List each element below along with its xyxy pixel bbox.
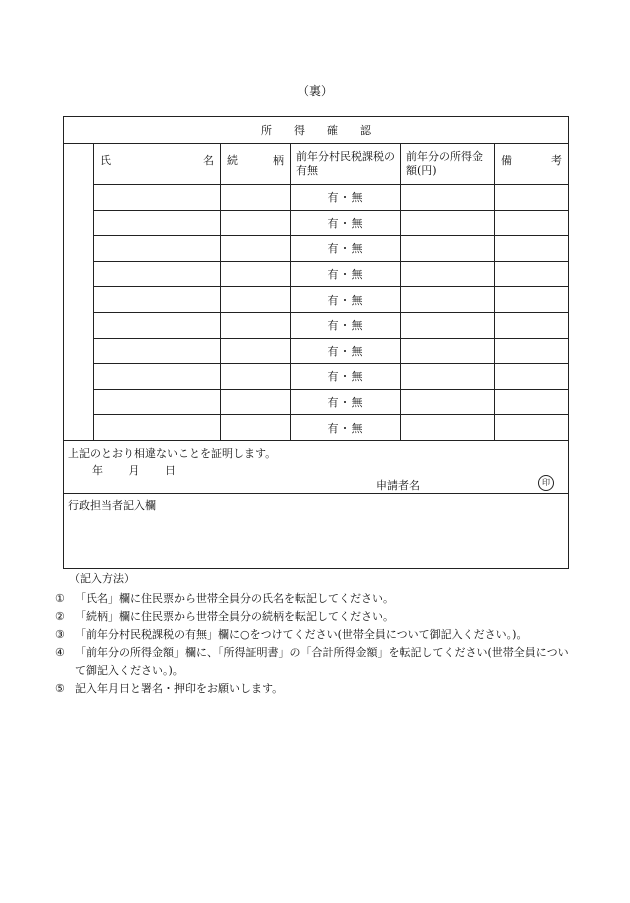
instruction-item: ② 「続柄」欄に住民票から世帯全員分の続柄を転記してください。 — [55, 610, 394, 623]
table-row — [64, 312, 569, 338]
table-row — [64, 261, 569, 287]
instruction-item: ③ 「前年分村民税課税の有無」欄に○をつけてください(世帯全員について御記入ください。)。 — [55, 628, 528, 641]
relation-cell[interactable] — [221, 338, 291, 364]
income-cell[interactable] — [401, 364, 495, 390]
income-cell[interactable] — [401, 210, 495, 236]
relation-cell[interactable] — [221, 210, 291, 236]
table-row — [64, 236, 569, 262]
name-cell[interactable] — [94, 364, 221, 390]
remarks-cell[interactable] — [495, 261, 569, 287]
remarks-cell[interactable] — [495, 389, 569, 415]
income-cell[interactable] — [401, 236, 495, 262]
relation-cell[interactable] — [221, 415, 291, 441]
header-tax: 前年分村民税課税の有無 — [291, 144, 401, 185]
header-row — [64, 144, 569, 185]
relation-cell[interactable] — [221, 287, 291, 313]
instruction-item: ④ 「前年分の所得金額」欄に、「所得証明書」の「合計所得金額」を転記してください(世帯全員について御記入ください。)。 — [55, 646, 569, 677]
tax-cell[interactable]: 有・無 — [291, 185, 401, 211]
name-cell[interactable] — [94, 415, 221, 441]
side-blank-column — [64, 144, 94, 441]
instruction-item: ① 「氏名」欄に住民票から世帯全員分の氏名を転記してください。 — [55, 592, 394, 605]
remarks-cell[interactable] — [495, 364, 569, 390]
relation-cell[interactable] — [221, 185, 291, 211]
instructions-heading: （記入方法） — [69, 572, 135, 585]
relation-cell[interactable] — [221, 312, 291, 338]
instruction-item: ⑤ 記入年月日と署名・押印をお願いします。 — [55, 682, 284, 695]
name-cell[interactable] — [94, 312, 221, 338]
remarks-cell[interactable] — [495, 210, 569, 236]
header-relation: 続 柄 — [221, 144, 291, 185]
remarks-cell[interactable] — [495, 312, 569, 338]
tax-cell[interactable]: 有・無 — [291, 287, 401, 313]
name-cell[interactable] — [94, 261, 221, 287]
remarks-cell[interactable] — [495, 287, 569, 313]
income-cell[interactable] — [401, 312, 495, 338]
tax-cell[interactable]: 有・無 — [291, 261, 401, 287]
tax-cell[interactable]: 有・無 — [291, 338, 401, 364]
table-row — [64, 210, 569, 236]
relation-cell[interactable] — [221, 364, 291, 390]
tax-cell[interactable]: 有・無 — [291, 415, 401, 441]
income-confirmation-table — [63, 116, 569, 569]
instructions — [55, 570, 573, 698]
admin-label: 行政担当者記入欄 — [68, 498, 156, 512]
name-cell[interactable] — [94, 287, 221, 313]
income-cell[interactable] — [401, 185, 495, 211]
relation-cell[interactable] — [221, 236, 291, 262]
relation-cell[interactable] — [221, 261, 291, 287]
name-cell[interactable] — [94, 389, 221, 415]
income-cell[interactable] — [401, 389, 495, 415]
certification-date[interactable]: 年 月 日 — [92, 463, 176, 477]
table-row — [64, 364, 569, 390]
table-row — [64, 185, 569, 211]
tax-cell[interactable]: 有・無 — [291, 312, 401, 338]
income-cell[interactable] — [401, 338, 495, 364]
tax-cell[interactable]: 有・無 — [291, 210, 401, 236]
page-side-label: （裏） — [296, 84, 333, 98]
admin-section — [64, 493, 569, 568]
relation-cell[interactable] — [221, 389, 291, 415]
certification-statement: 上記のとおり相違ないことを証明します。 — [68, 446, 277, 460]
table-row — [64, 415, 569, 441]
seal-mark: 印 — [538, 475, 554, 491]
table-title: 所得確認 — [64, 117, 569, 144]
header-income: 前年分の所得金額(円) — [401, 144, 495, 185]
tax-cell[interactable]: 有・無 — [291, 389, 401, 415]
remarks-cell[interactable] — [495, 185, 569, 211]
remarks-cell[interactable] — [495, 338, 569, 364]
income-cell[interactable] — [401, 261, 495, 287]
name-cell[interactable] — [94, 210, 221, 236]
name-cell[interactable] — [94, 236, 221, 262]
table-row — [64, 338, 569, 364]
name-cell[interactable] — [94, 185, 221, 211]
tax-cell[interactable]: 有・無 — [291, 364, 401, 390]
certification-section — [64, 440, 569, 493]
remarks-cell[interactable] — [495, 415, 569, 441]
name-cell[interactable] — [94, 338, 221, 364]
header-name: 氏 名 — [94, 144, 221, 185]
income-cell[interactable] — [401, 415, 495, 441]
table-row — [64, 389, 569, 415]
tax-cell[interactable]: 有・無 — [291, 236, 401, 262]
header-remarks: 備 考 — [495, 144, 569, 185]
remarks-cell[interactable] — [495, 236, 569, 262]
table-row — [64, 287, 569, 313]
income-cell[interactable] — [401, 287, 495, 313]
applicant-name-label: 申請者名 — [376, 478, 420, 492]
